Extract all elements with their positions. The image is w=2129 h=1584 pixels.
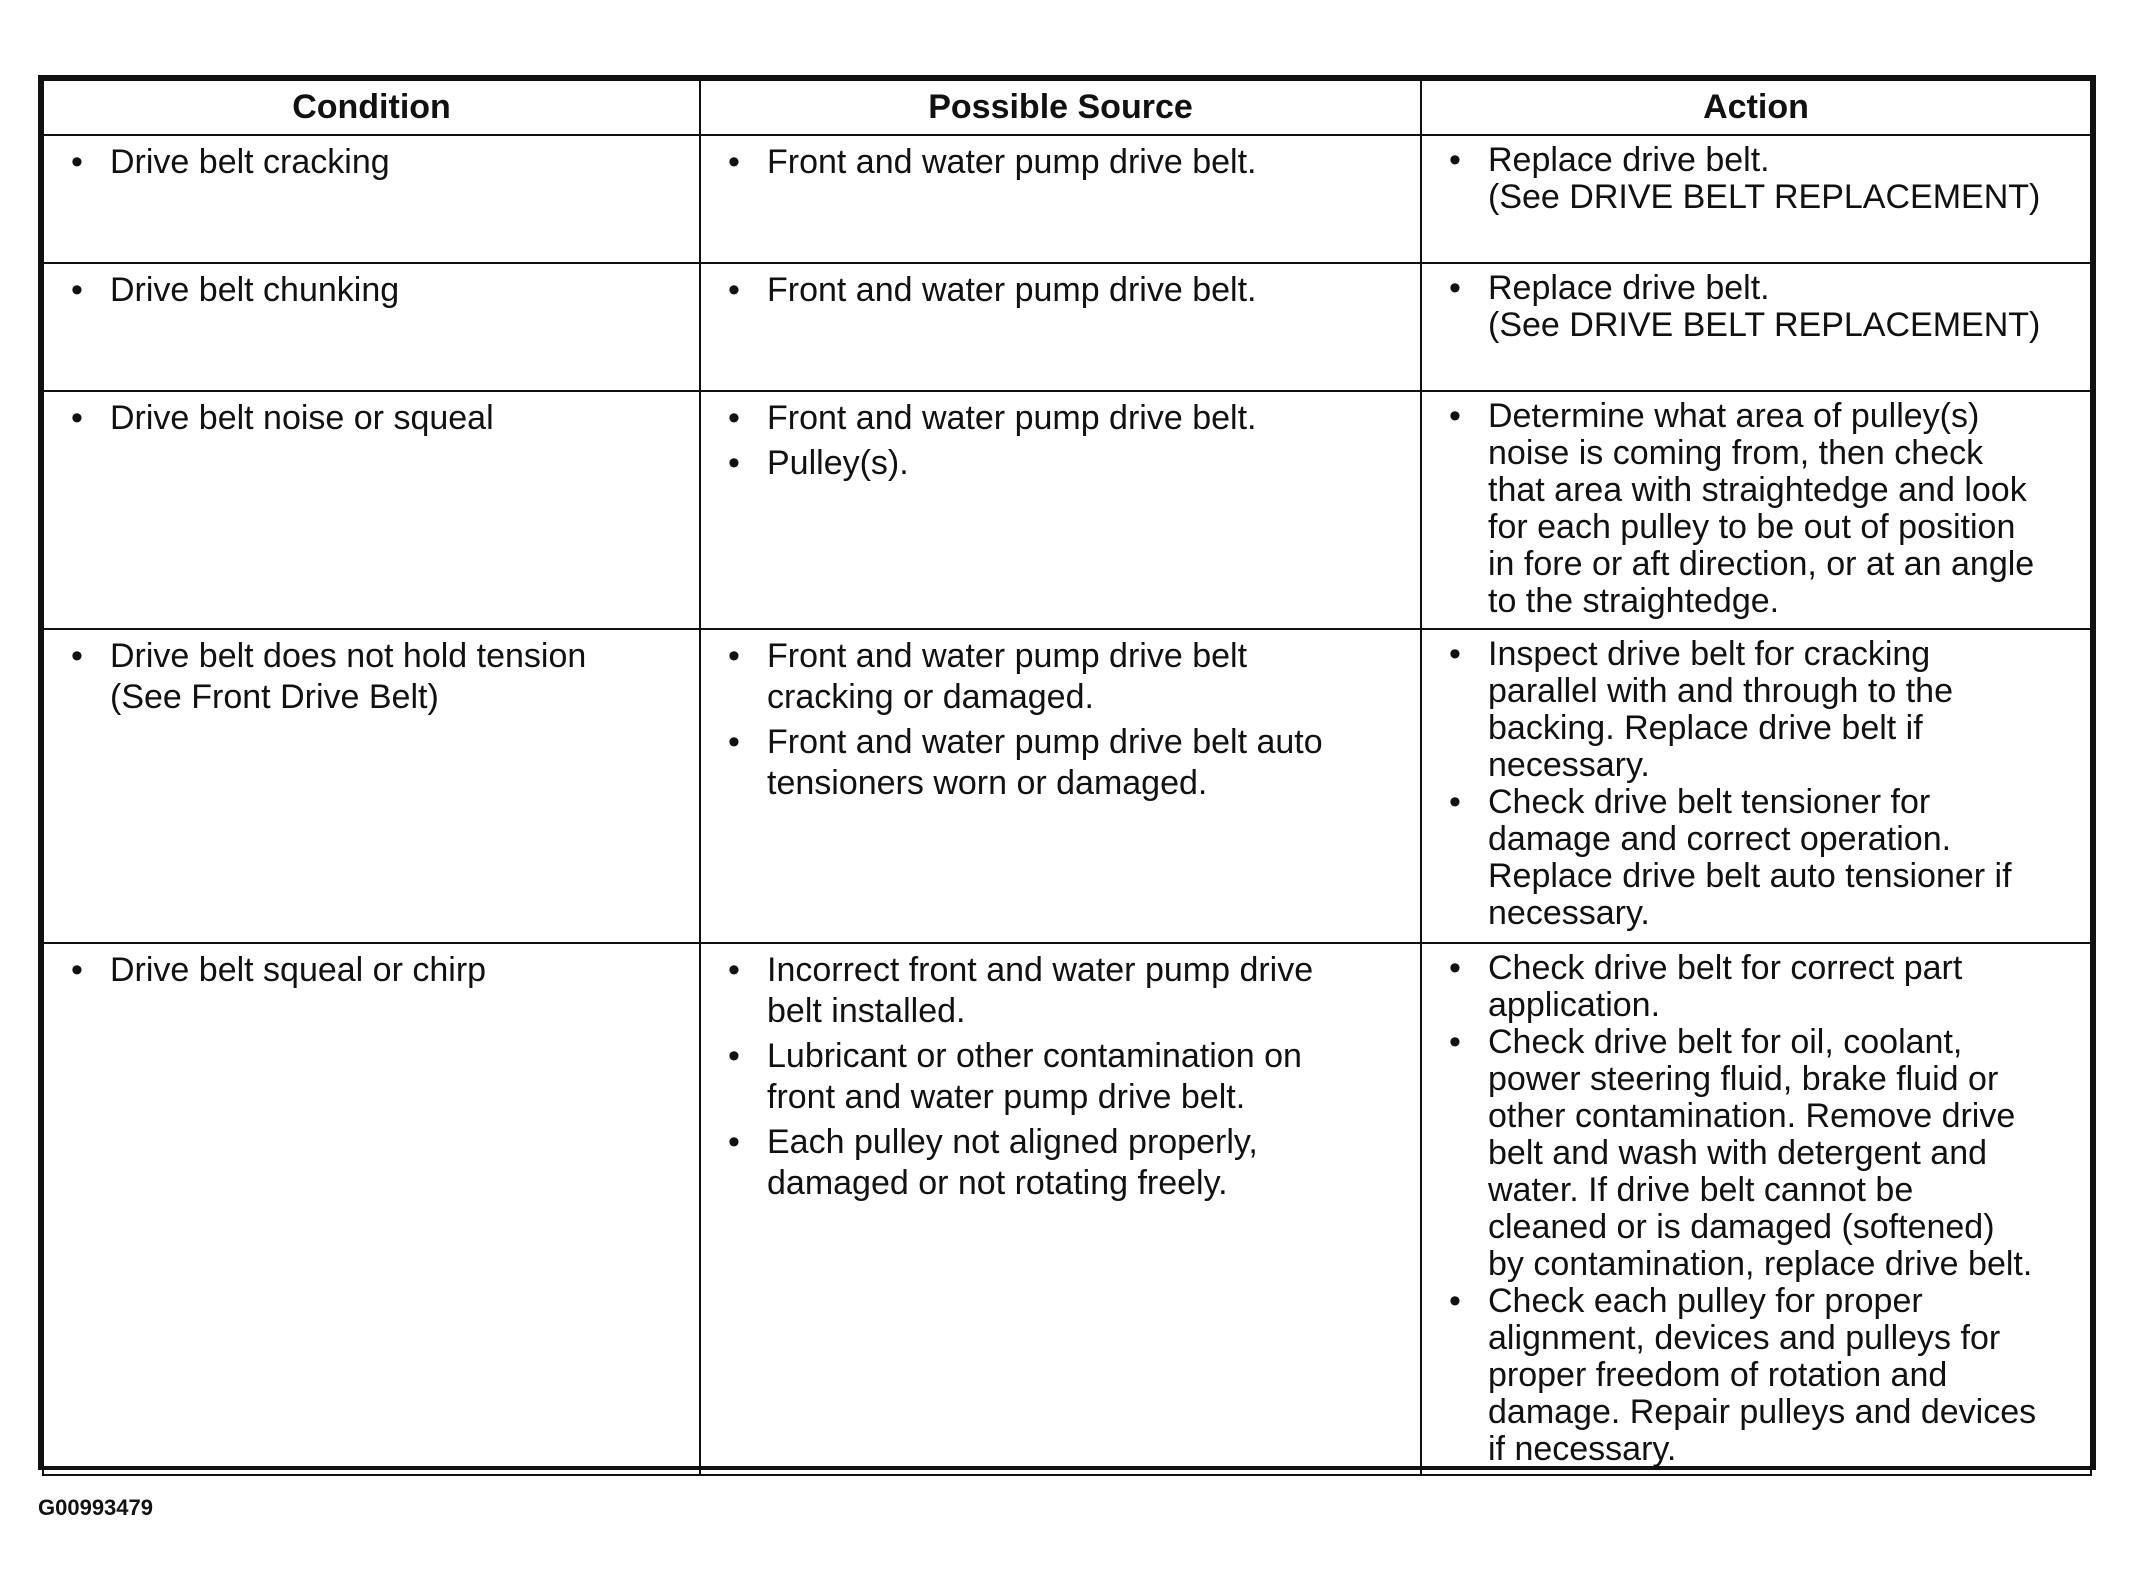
condition-cell bbox=[43, 263, 700, 391]
list-item bbox=[1438, 398, 2080, 620]
bullet-icon: • bbox=[728, 723, 740, 761]
list-item bbox=[717, 1122, 1410, 1204]
source-cell bbox=[700, 391, 1421, 629]
list-item bbox=[60, 142, 689, 183]
bullet-icon: • bbox=[728, 951, 740, 989]
list-item bbox=[60, 950, 689, 991]
bullet-icon: • bbox=[728, 143, 740, 181]
bullet-icon: • bbox=[71, 637, 83, 675]
action-text: Inspect drive belt for cracking parallel with and through to the backing. Replace drive belt if necessary. bbox=[1488, 635, 1953, 784]
diagnostic-table bbox=[42, 79, 2092, 1476]
diagnostic-table-frame bbox=[38, 75, 2096, 1470]
source-text: Front and water pump drive belt. bbox=[767, 271, 1257, 309]
list-item bbox=[717, 722, 1410, 804]
action-cell bbox=[1421, 135, 2091, 263]
list-item bbox=[717, 398, 1410, 439]
action-cell bbox=[1421, 943, 2091, 1475]
list-item bbox=[1438, 950, 2080, 1024]
bullet-icon: • bbox=[728, 271, 740, 309]
source-cell bbox=[700, 263, 1421, 391]
condition-cell bbox=[43, 135, 700, 263]
table-header-row bbox=[43, 80, 2091, 135]
action-text: Determine what area of pulley(s) noise is coming from, then check that area with straightedge and look for each pulley to be out of position in fore or aft direction, or at an angle to the straightedge. bbox=[1488, 397, 2035, 620]
bullet-icon: • bbox=[71, 951, 83, 989]
source-text: Front and water pump drive belt. bbox=[767, 399, 1257, 437]
header-possible-source: Possible Source bbox=[700, 80, 1421, 135]
condition-cell bbox=[43, 391, 700, 629]
table-row bbox=[43, 263, 2091, 391]
action-text: Check drive belt for correct part application. bbox=[1488, 949, 1963, 1024]
condition-cell bbox=[43, 943, 700, 1475]
list-item bbox=[60, 636, 689, 718]
list-item bbox=[1438, 636, 2080, 784]
action-cell bbox=[1421, 263, 2091, 391]
bullet-icon: • bbox=[1449, 397, 1461, 435]
table-row bbox=[43, 943, 2091, 1475]
list-item bbox=[60, 398, 689, 439]
bullet-icon: • bbox=[728, 637, 740, 675]
bullet-icon: • bbox=[1449, 269, 1461, 307]
source-text: Incorrect front and water pump drive belt installed. bbox=[767, 951, 1314, 1030]
list-item bbox=[717, 1036, 1410, 1118]
condition-text: Drive belt chunking bbox=[110, 271, 400, 309]
list-item bbox=[717, 270, 1410, 311]
action-cell bbox=[1421, 391, 2091, 629]
list-item bbox=[717, 950, 1410, 1032]
bullet-icon: • bbox=[728, 444, 740, 482]
source-cell bbox=[700, 135, 1421, 263]
list-item bbox=[1438, 270, 2080, 344]
bullet-icon: • bbox=[71, 271, 83, 309]
source-text: Pulley(s). bbox=[767, 444, 909, 482]
bullet-icon: • bbox=[1449, 949, 1461, 987]
bullet-icon: • bbox=[71, 399, 83, 437]
action-cell bbox=[1421, 629, 2091, 943]
source-cell bbox=[700, 629, 1421, 943]
action-text: Check drive belt for oil, coolant, power steering fluid, brake fluid or other contamination. Remove drive belt and wash with detergent and water. If drive belt cannot be cleaned or is damaged (softened) by contamination, replace drive belt. bbox=[1488, 1023, 2033, 1283]
source-cell bbox=[700, 943, 1421, 1475]
list-item bbox=[60, 270, 689, 311]
list-item bbox=[717, 142, 1410, 183]
bullet-icon: • bbox=[1449, 1282, 1461, 1320]
bullet-icon: • bbox=[1449, 141, 1461, 179]
bullet-icon: • bbox=[728, 399, 740, 437]
table-row bbox=[43, 629, 2091, 943]
condition-text: Drive belt noise or squeal bbox=[110, 399, 494, 437]
action-text: Replace drive belt. (See DRIVE BELT REPLACEMENT) bbox=[1488, 141, 2041, 216]
source-text: Front and water pump drive belt auto tensioners worn or damaged. bbox=[767, 723, 1323, 802]
bullet-icon: • bbox=[1449, 1023, 1461, 1061]
list-item bbox=[1438, 784, 2080, 932]
action-text: Check each pulley for proper alignment, devices and pulleys for proper freedom of rotation and damage. Repair pulleys and devices if necessary. bbox=[1488, 1282, 2037, 1468]
condition-text: Drive belt squeal or chirp bbox=[110, 951, 487, 989]
condition-text: Drive belt cracking bbox=[110, 143, 390, 181]
header-action: Action bbox=[1421, 80, 2091, 135]
condition-text: Drive belt does not hold tension (See Front Drive Belt) bbox=[110, 637, 587, 716]
table-row bbox=[43, 391, 2091, 629]
header-condition: Condition bbox=[43, 80, 700, 135]
bullet-icon: • bbox=[728, 1037, 740, 1075]
action-text: Replace drive belt. (See DRIVE BELT REPLACEMENT) bbox=[1488, 269, 2041, 344]
bullet-icon: • bbox=[728, 1123, 740, 1161]
bullet-icon: • bbox=[1449, 783, 1461, 821]
list-item bbox=[1438, 1283, 2080, 1468]
list-item bbox=[1438, 1024, 2080, 1283]
source-text: Lubricant or other contamination on front and water pump drive belt. bbox=[767, 1037, 1302, 1116]
source-text: Front and water pump drive belt. bbox=[767, 143, 1257, 181]
list-item bbox=[717, 443, 1410, 484]
list-item bbox=[1438, 142, 2080, 216]
list-item bbox=[717, 636, 1410, 718]
table-row bbox=[43, 135, 2091, 263]
condition-cell bbox=[43, 629, 700, 943]
source-text: Each pulley not aligned properly, damaged or not rotating freely. bbox=[767, 1123, 1258, 1202]
bullet-icon: • bbox=[1449, 635, 1461, 673]
action-text: Check drive belt tensioner for damage and correct operation. Replace drive belt auto tensioner if necessary. bbox=[1488, 783, 2012, 932]
source-text: Front and water pump drive belt cracking or damaged. bbox=[767, 637, 1248, 716]
bullet-icon: • bbox=[71, 143, 83, 181]
figure-id-label: G00993479 bbox=[38, 1495, 153, 1520]
